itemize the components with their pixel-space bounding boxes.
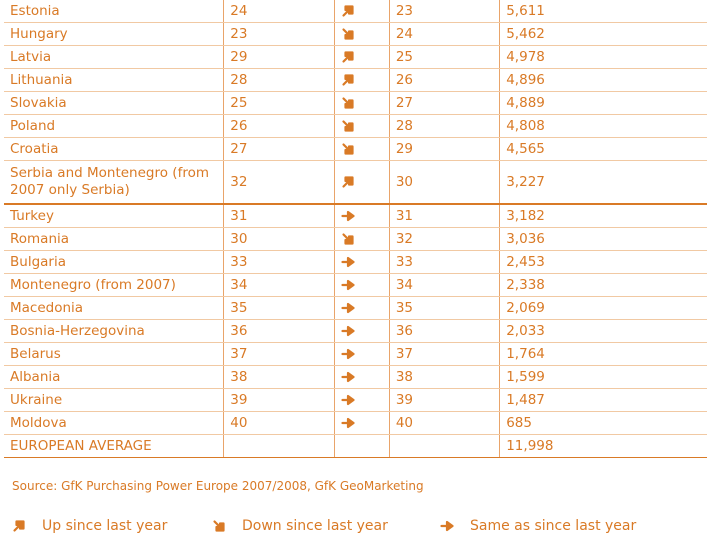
average-value: 11,998 [500, 435, 707, 458]
country-cell: Hungary [4, 23, 224, 46]
rank-prev-cell: 34 [224, 274, 334, 297]
ranking-table [4, 0, 707, 458]
country-cell: Belarus [4, 343, 224, 366]
arrow-up-right-icon [341, 175, 355, 189]
table-row [4, 115, 707, 138]
country-cell: Estonia [4, 0, 224, 23]
arrow-down-right-icon [341, 142, 355, 156]
rank-prev-cell: 28 [224, 69, 334, 92]
arrow-up-right-icon [341, 50, 355, 64]
country-cell: Lithuania [4, 69, 224, 92]
rank-curr-cell: 29 [389, 138, 499, 161]
empty-cell [389, 435, 499, 458]
trend-cell [334, 204, 389, 228]
rank-prev-cell: 26 [224, 115, 334, 138]
rank-curr-cell: 26 [389, 69, 499, 92]
arrow-right-icon [341, 278, 355, 292]
trend-cell [334, 274, 389, 297]
rank-curr-cell: 30 [389, 161, 499, 205]
rank-curr-cell: 37 [389, 343, 499, 366]
arrow-right-icon [341, 370, 355, 384]
rank-prev-cell: 25 [224, 92, 334, 115]
value-cell: 4,808 [500, 115, 707, 138]
average-row [4, 435, 707, 458]
rank-prev-cell: 38 [224, 366, 334, 389]
empty-cell [334, 435, 389, 458]
country-cell: Bosnia-Herzegovina [4, 320, 224, 343]
rank-prev-cell: 36 [224, 320, 334, 343]
table-row [4, 46, 707, 69]
arrow-right-icon [341, 393, 355, 407]
value-cell: 2,453 [500, 251, 707, 274]
arrow-right-icon [341, 209, 355, 223]
country-cell: Bulgaria [4, 251, 224, 274]
country-cell: Romania [4, 228, 224, 251]
table-row [4, 251, 707, 274]
rank-curr-cell: 27 [389, 92, 499, 115]
trend-cell [334, 115, 389, 138]
country-cell: Croatia [4, 138, 224, 161]
table-row [4, 138, 707, 161]
value-cell: 3,036 [500, 228, 707, 251]
rank-curr-cell: 33 [389, 251, 499, 274]
country-cell: Albania [4, 366, 224, 389]
trend-cell [334, 92, 389, 115]
rank-prev-cell: 24 [224, 0, 334, 23]
rank-curr-cell: 23 [389, 0, 499, 23]
country-cell: Macedonia [4, 297, 224, 320]
arrow-down-right-icon [341, 232, 355, 246]
rank-curr-cell: 39 [389, 389, 499, 412]
country-cell: Moldova [4, 412, 224, 435]
value-cell: 685 [500, 412, 707, 435]
trend-cell [334, 320, 389, 343]
rank-curr-cell: 25 [389, 46, 499, 69]
ranking-table-body [4, 0, 707, 458]
table-row [4, 297, 707, 320]
arrow-down-right-icon [212, 518, 242, 534]
legend-down-label: Down since last year [242, 518, 388, 534]
trend-cell [334, 0, 389, 23]
arrow-down-right-icon [341, 119, 355, 133]
legend-up-label: Up since last year [42, 518, 168, 534]
table-row [4, 320, 707, 343]
trend-cell [334, 228, 389, 251]
country-cell: Latvia [4, 46, 224, 69]
rank-prev-cell: 39 [224, 389, 334, 412]
trend-cell [334, 343, 389, 366]
table-row [4, 23, 707, 46]
trend-cell [334, 138, 389, 161]
value-cell: 1,764 [500, 343, 707, 366]
arrow-right-icon [341, 416, 355, 430]
value-cell: 5,462 [500, 23, 707, 46]
rank-prev-cell: 30 [224, 228, 334, 251]
rank-prev-cell: 31 [224, 204, 334, 228]
value-cell: 4,978 [500, 46, 707, 69]
arrow-right-icon [341, 301, 355, 315]
trend-cell [334, 366, 389, 389]
trend-cell [334, 23, 389, 46]
rank-curr-cell: 38 [389, 366, 499, 389]
rank-prev-cell: 27 [224, 138, 334, 161]
table-row [4, 343, 707, 366]
trend-cell [334, 297, 389, 320]
country-cell: Slovakia [4, 92, 224, 115]
rank-prev-cell: 33 [224, 251, 334, 274]
rank-prev-cell: 23 [224, 23, 334, 46]
trend-cell [334, 161, 389, 205]
table-row [4, 92, 707, 115]
country-cell: Serbia and Montenegro (from 2007 only Serbia) [4, 161, 224, 205]
rank-curr-cell: 35 [389, 297, 499, 320]
source-note: Source: GfK Purchasing Power Europe 2007/2008, GfK GeoMarketing [12, 479, 424, 493]
table-row [4, 69, 707, 92]
value-cell: 4,889 [500, 92, 707, 115]
value-cell: 3,182 [500, 204, 707, 228]
trend-cell [334, 251, 389, 274]
value-cell: 5,611 [500, 0, 707, 23]
arrow-down-right-icon [341, 27, 355, 41]
table-row [4, 389, 707, 412]
table-row [4, 228, 707, 251]
arrow-right-icon [341, 347, 355, 361]
rank-prev-cell: 29 [224, 46, 334, 69]
value-cell: 1,599 [500, 366, 707, 389]
rank-curr-cell: 34 [389, 274, 499, 297]
country-cell: Turkey [4, 204, 224, 228]
value-cell: 2,069 [500, 297, 707, 320]
country-cell: Poland [4, 115, 224, 138]
empty-cell [224, 435, 334, 458]
arrow-up-right-icon [341, 73, 355, 87]
arrow-down-right-icon [341, 96, 355, 110]
legend-down [212, 518, 388, 534]
rank-curr-cell: 40 [389, 412, 499, 435]
arrow-up-right-icon [341, 4, 355, 18]
value-cell: 4,565 [500, 138, 707, 161]
arrow-right-icon [440, 518, 470, 534]
country-cell: Ukraine [4, 389, 224, 412]
table-row [4, 0, 707, 23]
legend-up [12, 518, 167, 534]
value-cell: 1,487 [500, 389, 707, 412]
rank-curr-cell: 32 [389, 228, 499, 251]
table-row [4, 204, 707, 228]
arrow-right-icon [341, 324, 355, 338]
value-cell: 2,033 [500, 320, 707, 343]
table-row [4, 274, 707, 297]
legend-same [440, 518, 636, 534]
value-cell: 4,896 [500, 69, 707, 92]
trend-cell [334, 389, 389, 412]
trend-cell [334, 69, 389, 92]
legend-same-label: Same as since last year [470, 518, 637, 534]
value-cell: 3,227 [500, 161, 707, 205]
table-row [4, 366, 707, 389]
arrow-right-icon [341, 255, 355, 269]
rank-curr-cell: 31 [389, 204, 499, 228]
trend-cell [334, 412, 389, 435]
value-cell: 2,338 [500, 274, 707, 297]
rank-curr-cell: 24 [389, 23, 499, 46]
rank-prev-cell: 37 [224, 343, 334, 366]
rank-curr-cell: 28 [389, 115, 499, 138]
trend-cell [334, 46, 389, 69]
rank-prev-cell: 35 [224, 297, 334, 320]
table-row [4, 412, 707, 435]
rank-curr-cell: 36 [389, 320, 499, 343]
rank-prev-cell: 40 [224, 412, 334, 435]
rank-prev-cell: 32 [224, 161, 334, 205]
country-cell: Montenegro (from 2007) [4, 274, 224, 297]
arrow-up-right-icon [12, 518, 42, 534]
table-row [4, 161, 707, 205]
average-label: EUROPEAN AVERAGE [4, 435, 224, 458]
